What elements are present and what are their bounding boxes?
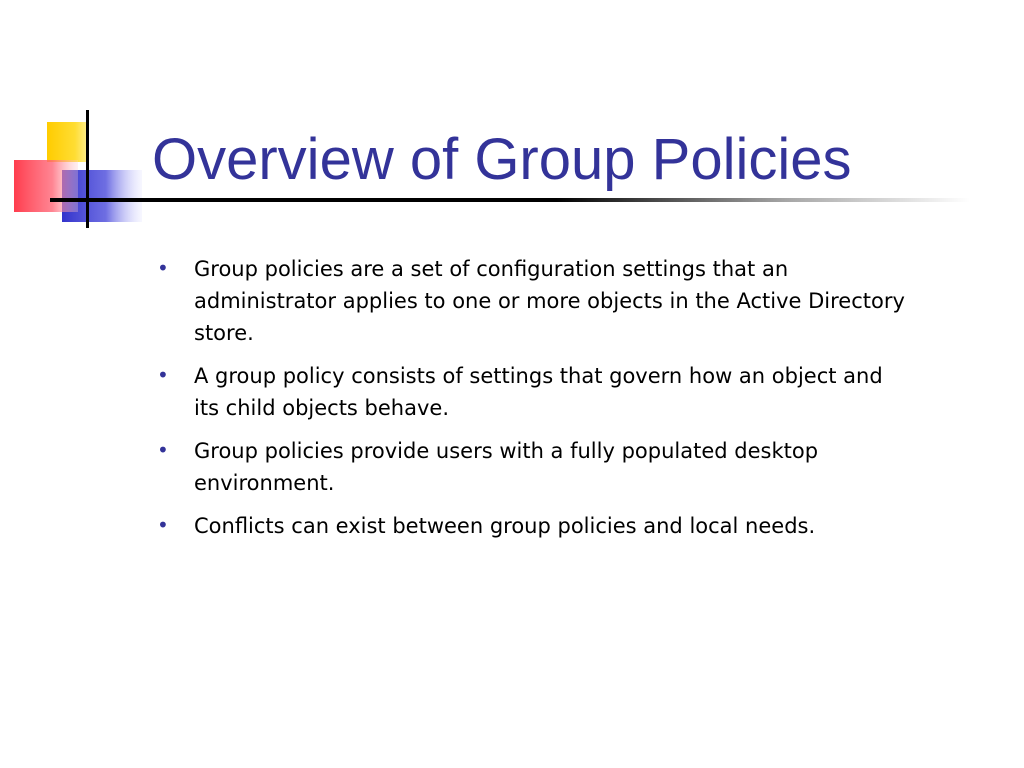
bullet-text: Group policies provide users with a fully populated desktop environment.	[194, 439, 819, 495]
bullet-text: Conflicts can exist between group policies and local needs.	[194, 514, 816, 538]
title-underline	[50, 198, 970, 202]
bullet-list	[155, 253, 905, 553]
bullet-text: Group policies are a set of configuration settings that an administrator applies to one or more objects in the Active Directory store.	[194, 257, 905, 345]
bullet-icon: •	[157, 438, 169, 462]
bullet-icon: •	[157, 363, 169, 387]
color-squares-crosshair-icon	[0, 100, 160, 230]
bullet-icon: •	[157, 513, 169, 537]
list-item	[155, 360, 905, 424]
list-item	[155, 253, 905, 349]
bullet-text: A group policy consists of settings that govern how an object and its child objects behave.	[194, 364, 883, 420]
bullet-icon: •	[157, 256, 169, 280]
list-item	[155, 435, 905, 499]
slide-title: Overview of Group Policies	[152, 127, 852, 192]
list-item	[155, 510, 905, 542]
